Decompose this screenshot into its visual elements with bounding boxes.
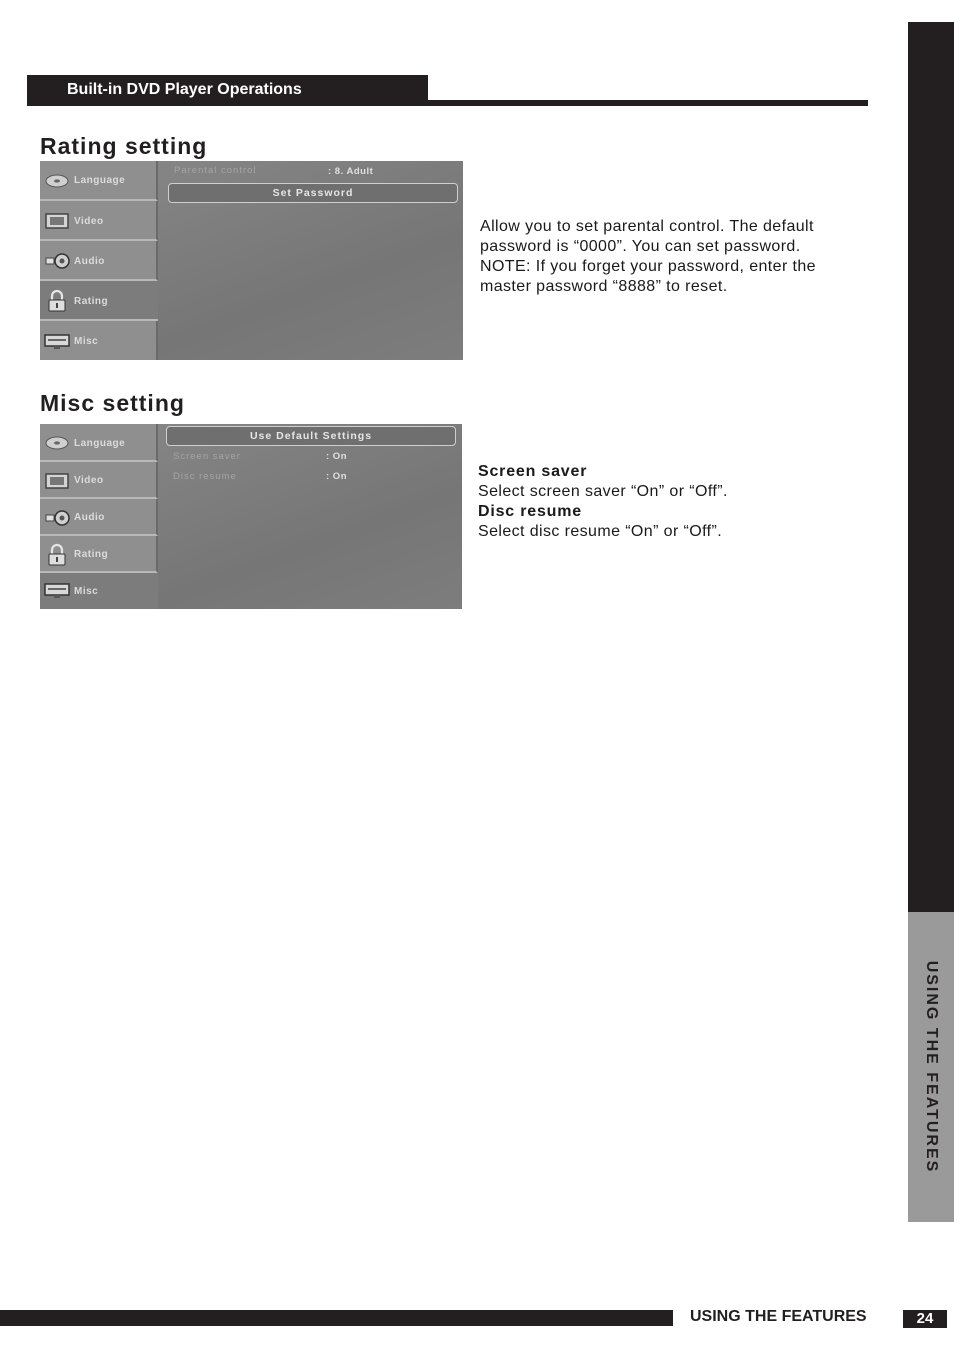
rating-description-line: NOTE: If you forget your password, enter the: [480, 258, 816, 275]
disc-resume-setting-label: Disc resume: [173, 471, 237, 482]
rating-description-line: master password “8888” to reset.: [480, 278, 728, 295]
rating-menu-item-rating: [40, 281, 158, 321]
misc-menu-sidebar: [40, 424, 158, 609]
parental-control-label: Parental control: [174, 165, 257, 176]
misc-menu-item-label: Language: [74, 438, 126, 449]
rating-menu-item-label: Language: [74, 175, 126, 186]
lock-icon: [44, 289, 70, 313]
disc-resume-setting-value: : On: [326, 471, 347, 482]
disc-resume-text: Select disc resume “On” or “Off”.: [478, 523, 723, 540]
speaker-icon: [44, 251, 72, 271]
misc-section-title: Misc setting: [40, 390, 185, 416]
misc-menu-item-rating: [40, 536, 158, 573]
misc-menu-screenshot: [40, 424, 462, 609]
tv-icon: [44, 332, 70, 352]
rating-menu-item-video: [40, 201, 158, 241]
footer-rule: [0, 1310, 673, 1326]
screen-saver-text: Select screen saver “On” or “Off”.: [478, 483, 728, 500]
side-band-dark: [908, 22, 954, 912]
header-bar: [27, 75, 428, 106]
rating-menu-item-audio: [40, 241, 158, 281]
header-rule: [428, 100, 868, 106]
disc-icon: [44, 433, 70, 453]
misc-description: [478, 462, 728, 542]
misc-menu-item-label: Rating: [74, 549, 109, 560]
rating-menu-screenshot: [40, 161, 463, 360]
rating-menu-item-label: Rating: [74, 296, 109, 307]
misc-menu-item-audio: [40, 499, 158, 536]
tv-icon: [44, 581, 70, 601]
rating-menu-panel: [158, 161, 463, 360]
disc-icon: [44, 171, 70, 191]
misc-menu-item-misc: [40, 573, 158, 609]
misc-menu-panel: [158, 424, 462, 609]
screen-icon: [44, 471, 70, 491]
rating-description: [480, 217, 816, 297]
rating-menu-item-misc: [40, 321, 158, 360]
screen-saver-setting-value: : On: [326, 451, 347, 462]
rating-description-line: Allow you to set parental control. The default: [480, 218, 814, 235]
page-number: 24: [903, 1310, 947, 1328]
misc-menu-item-video: [40, 462, 158, 499]
misc-menu-item-language: [40, 424, 158, 462]
rating-menu-item-label: Audio: [74, 256, 105, 267]
disc-resume-heading: Disc resume: [478, 503, 582, 520]
screen-saver-heading: Screen saver: [478, 463, 588, 480]
rating-menu-item-label: Misc: [74, 336, 99, 347]
misc-menu-item-label: Video: [74, 475, 104, 486]
rating-section-title: Rating setting: [40, 133, 208, 159]
speaker-icon: [44, 508, 72, 528]
side-tab-label: USING THE FEATURES: [923, 960, 940, 1174]
use-default-settings-button: Use Default Settings: [166, 426, 456, 446]
footer-section-label: USING THE FEATURES: [690, 1308, 867, 1325]
lock-icon: [44, 543, 70, 567]
screen-saver-setting-label: Screen saver: [173, 451, 241, 462]
rating-menu-sidebar: [40, 161, 158, 360]
misc-menu-item-label: Audio: [74, 512, 105, 523]
set-password-button: Set Password: [168, 183, 458, 203]
rating-menu-item-language: [40, 161, 158, 201]
rating-description-line: password is “0000”. You can set password.: [480, 238, 801, 255]
screen-icon: [44, 211, 70, 231]
rating-menu-item-label: Video: [74, 216, 104, 227]
misc-menu-item-label: Misc: [74, 586, 99, 597]
parental-control-value: : 8. Adult: [328, 166, 374, 177]
header-title: Built-in DVD Player Operations: [67, 81, 302, 98]
